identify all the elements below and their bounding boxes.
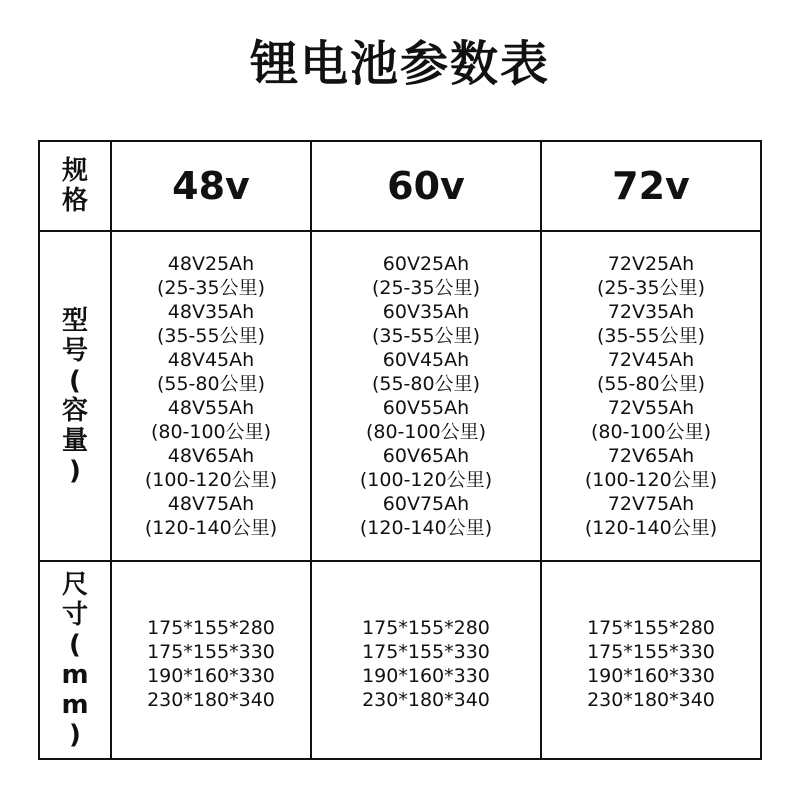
list-item: (55-80公里) — [371, 373, 481, 395]
list-item: 72V45Ah — [607, 349, 695, 371]
list-item: 175*155*330 — [147, 641, 275, 663]
row-label-char: m — [61, 690, 89, 720]
list-item: 230*180*340 — [362, 689, 490, 711]
model-cell-72v — [542, 232, 760, 560]
list-item: (55-80公里) — [156, 373, 266, 395]
battery-spec-table — [38, 140, 762, 760]
list-item: 72V25Ah — [607, 253, 695, 275]
list-item: 72V35Ah — [607, 301, 695, 323]
row-label-char: ( — [69, 630, 81, 660]
model-cell-60v — [312, 232, 540, 560]
size-cell-48v — [112, 562, 310, 758]
list-item: (100-120公里) — [359, 469, 493, 491]
column-header-60v: 60v — [387, 164, 465, 208]
row-label-char: 规 — [61, 156, 88, 186]
page-title: 锂电池参数表 — [249, 36, 550, 92]
row-label-char: 号 — [61, 336, 88, 366]
list-item: 175*155*280 — [362, 617, 490, 639]
list-item: 230*180*340 — [587, 689, 715, 711]
row-label-spec — [40, 142, 110, 230]
list-item: (25-35公里) — [596, 277, 706, 299]
list-item: 48V65Ah — [167, 445, 255, 467]
row-label-char: m — [61, 660, 89, 690]
row-label-char: 量 — [61, 426, 88, 456]
size-list — [147, 616, 275, 712]
size-cell-60v — [312, 562, 540, 758]
list-item: 230*180*340 — [147, 689, 275, 711]
list-item: 175*155*330 — [362, 641, 490, 663]
list-item: 48V45Ah — [167, 349, 255, 371]
list-item: (35-55公里) — [156, 325, 266, 347]
list-item: (80-100公里) — [150, 421, 272, 443]
row-label-char: 寸 — [61, 600, 88, 630]
list-item: (25-35公里) — [371, 277, 481, 299]
row-label-char: ( — [69, 366, 81, 396]
list-item: 175*155*280 — [147, 617, 275, 639]
list-item: 60V45Ah — [382, 349, 470, 371]
list-item: (25-35公里) — [156, 277, 266, 299]
list-item: 190*160*330 — [147, 665, 275, 687]
model-cell-48v — [112, 232, 310, 560]
list-item: 48V75Ah — [167, 493, 255, 515]
model-list — [360, 252, 492, 540]
list-item: (80-100公里) — [365, 421, 487, 443]
row-label-char: 型 — [61, 306, 88, 336]
list-item: 175*155*280 — [587, 617, 715, 639]
list-item: (35-55公里) — [371, 325, 481, 347]
list-item: (120-140公里) — [584, 517, 718, 539]
list-item: (55-80公里) — [596, 373, 706, 395]
list-item: 60V65Ah — [382, 445, 470, 467]
list-item: 60V75Ah — [382, 493, 470, 515]
list-item: (35-55公里) — [596, 325, 706, 347]
size-list — [587, 616, 715, 712]
row-label-char: 格 — [61, 186, 88, 216]
list-item: 72V75Ah — [607, 493, 695, 515]
list-item: 72V65Ah — [607, 445, 695, 467]
size-cell-72v — [542, 562, 760, 758]
row-label-char: 尺 — [61, 570, 88, 600]
row-label-char: 容 — [61, 396, 88, 426]
list-item: 175*155*330 — [587, 641, 715, 663]
row-label-char: ) — [69, 720, 81, 750]
list-item: 48V25Ah — [167, 253, 255, 275]
list-item: 60V25Ah — [382, 253, 470, 275]
list-item: 190*160*330 — [587, 665, 715, 687]
model-list — [585, 252, 717, 540]
size-list — [362, 616, 490, 712]
list-item: 48V55Ah — [167, 397, 255, 419]
list-item: 190*160*330 — [362, 665, 490, 687]
list-item: (120-140公里) — [359, 517, 493, 539]
list-item: (120-140公里) — [144, 517, 278, 539]
list-item: (100-120公里) — [584, 469, 718, 491]
row-label-char: ) — [69, 456, 81, 486]
column-header-72v: 72v — [612, 164, 690, 208]
row-label-model — [40, 232, 110, 560]
column-header-48v: 48v — [172, 164, 250, 208]
model-list — [145, 252, 277, 540]
row-label-size — [40, 562, 110, 758]
list-item: 60V35Ah — [382, 301, 470, 323]
list-item: (80-100公里) — [590, 421, 712, 443]
list-item: 72V55Ah — [607, 397, 695, 419]
list-item: (100-120公里) — [144, 469, 278, 491]
list-item: 48V35Ah — [167, 301, 255, 323]
list-item: 60V55Ah — [382, 397, 470, 419]
